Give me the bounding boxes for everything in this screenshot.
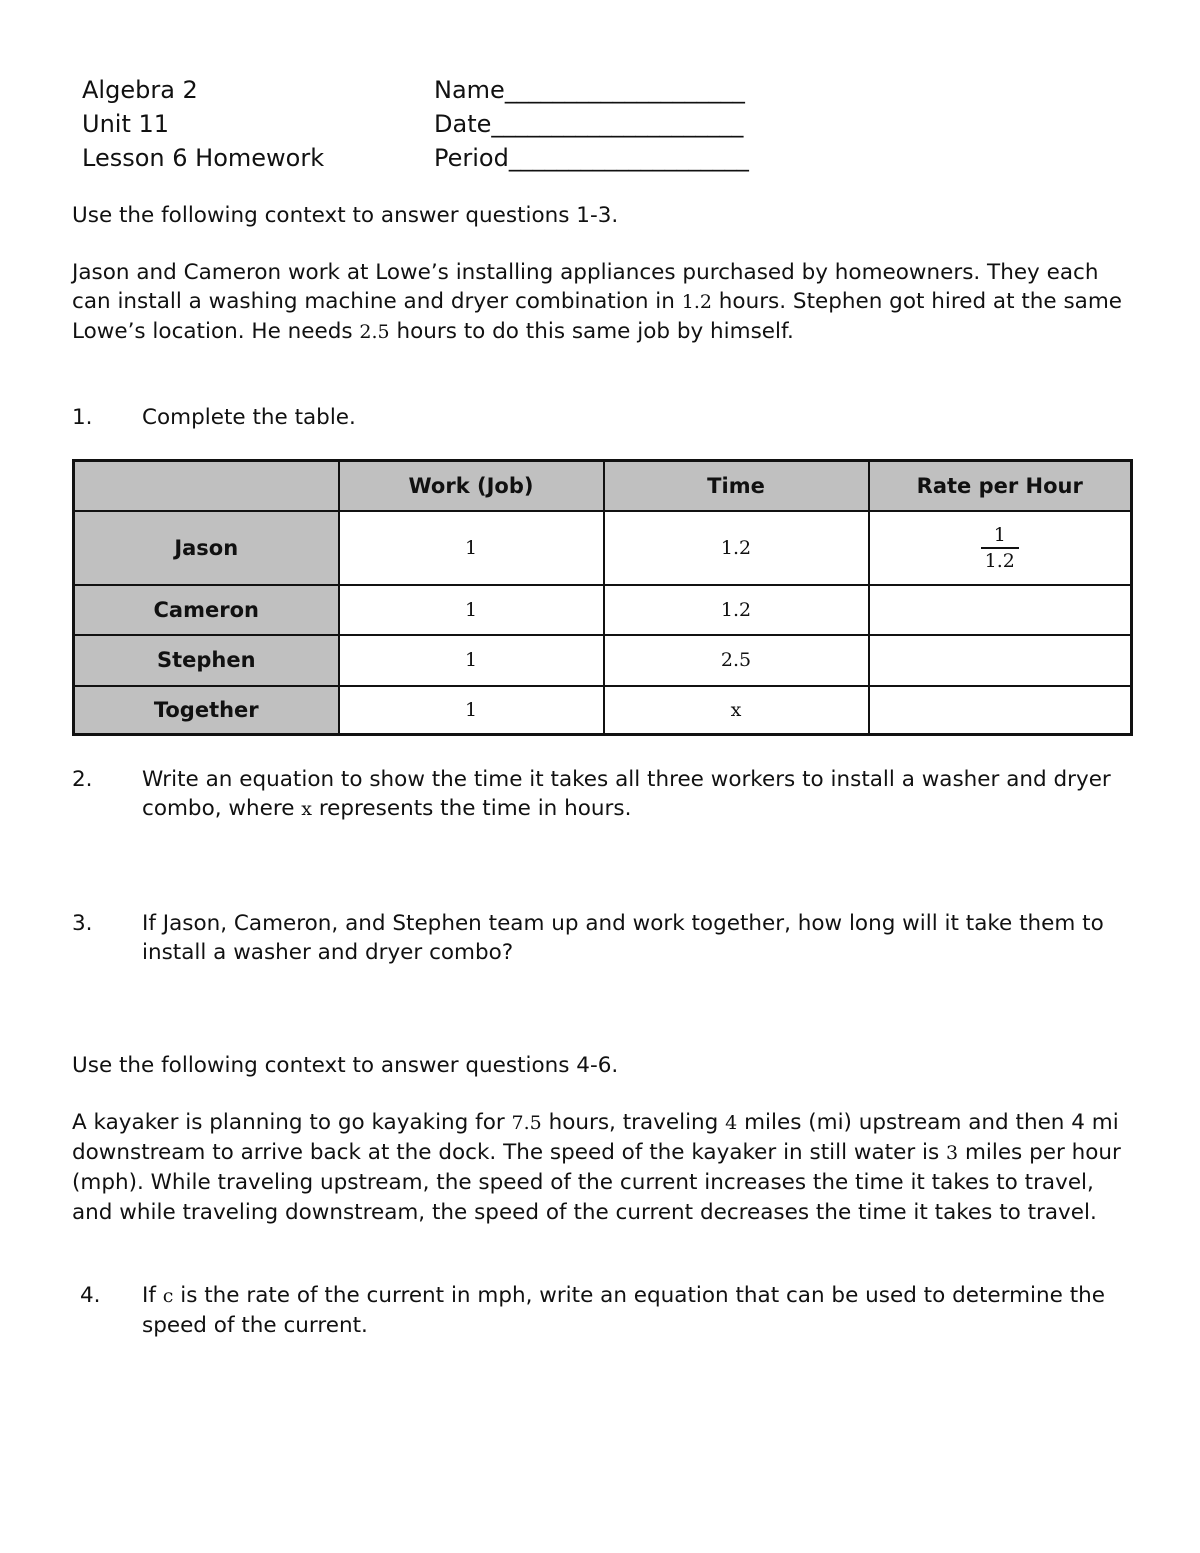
lesson-label: Lesson 6 Homework (82, 144, 325, 172)
work-cell: 1 (339, 635, 604, 686)
work-cell: 1 (339, 686, 604, 735)
date-field[interactable] (434, 107, 749, 141)
table-row (74, 635, 1132, 686)
time-cell: 2.5 (604, 635, 869, 686)
table-header-cell: Rate per Hour (869, 461, 1132, 511)
name-field[interactable] (434, 73, 749, 107)
row-label: Jason (74, 511, 339, 585)
question-number: 4. (80, 1283, 101, 1308)
table-header-cell: Time (604, 461, 869, 511)
context-intro-1: Use the following context to answer questions 1-3. (72, 203, 619, 228)
context-paragraph-1: Jason and Cameron work at Lowe’s installing appliances purchased by homeowners. They each can install a washing machine and dryer combination in 1.2 hours. Stephen got hired at the same Lowe’s location. He needs 2.5 hours to do this same job by himself. (72, 260, 1123, 345)
rate-cell[interactable] (869, 585, 1132, 635)
table-header-cell (74, 461, 339, 511)
date-blank: _____________________ (491, 110, 744, 138)
row-label: Together (74, 686, 339, 735)
period-field[interactable] (434, 141, 749, 175)
student-info (434, 73, 749, 175)
time-cell: 1.2 (604, 511, 869, 585)
table-header-row (74, 461, 1132, 511)
table-row (74, 511, 1132, 585)
date-label: Date (434, 110, 492, 138)
time-cell: 1.2 (604, 585, 869, 635)
question-number: 2. (72, 767, 93, 792)
work-cell: 1 (339, 585, 604, 635)
time-cell: x (604, 686, 869, 735)
name-blank: ____________________ (504, 76, 745, 104)
question-number: 1. (72, 405, 93, 430)
question-text: If Jason, Cameron, and Stephen team up and work together, how long will it take them to install a washer and dryer combo? (142, 911, 1104, 965)
question-number: 3. (72, 911, 93, 936)
period-blank: ____________________ (508, 144, 749, 172)
course-title: Algebra 2 (82, 76, 198, 104)
name-label: Name (434, 76, 505, 104)
work-rate-table (72, 459, 1133, 736)
table-row (74, 686, 1132, 735)
table-header-cell: Work (Job) (339, 461, 604, 511)
rate-cell[interactable] (869, 686, 1132, 735)
row-label: Stephen (74, 635, 339, 686)
unit-label: Unit 11 (82, 110, 170, 138)
rate-cell (869, 511, 1132, 585)
rate-fraction (981, 523, 1019, 573)
table-row (74, 585, 1132, 635)
row-label: Cameron (74, 585, 339, 635)
question-text: Complete the table. (142, 405, 356, 430)
course-info (82, 73, 324, 175)
fraction-denominator: 1.2 (984, 549, 1015, 572)
rate-cell[interactable] (869, 635, 1132, 686)
context-intro-2: Use the following context to answer questions 4-6. (72, 1053, 619, 1078)
context-paragraph-2: A kayaker is planning to go kayaking for 7.5 hours, traveling 4 miles (mi) upstream and then 4 mi downstream to arrive back at the dock. The speed of the kayaker in still water is 3 miles per hour (mph). While traveling upstream, the speed of the current increases the time it takes to travel, and while traveling downstream, the speed of the current decreases the time it takes to travel. (72, 1110, 1121, 1225)
work-cell: 1 (339, 511, 604, 585)
question-text: If c is the rate of the current in mph, write an equation that can be used to determine the speed of the current. (142, 1283, 1105, 1338)
question-text: Write an equation to show the time it takes all three workers to install a washer and dryer combo, where x represents the time in hours. (142, 767, 1111, 821)
fraction-numerator: 1 (981, 523, 1019, 549)
period-label: Period (434, 144, 509, 172)
